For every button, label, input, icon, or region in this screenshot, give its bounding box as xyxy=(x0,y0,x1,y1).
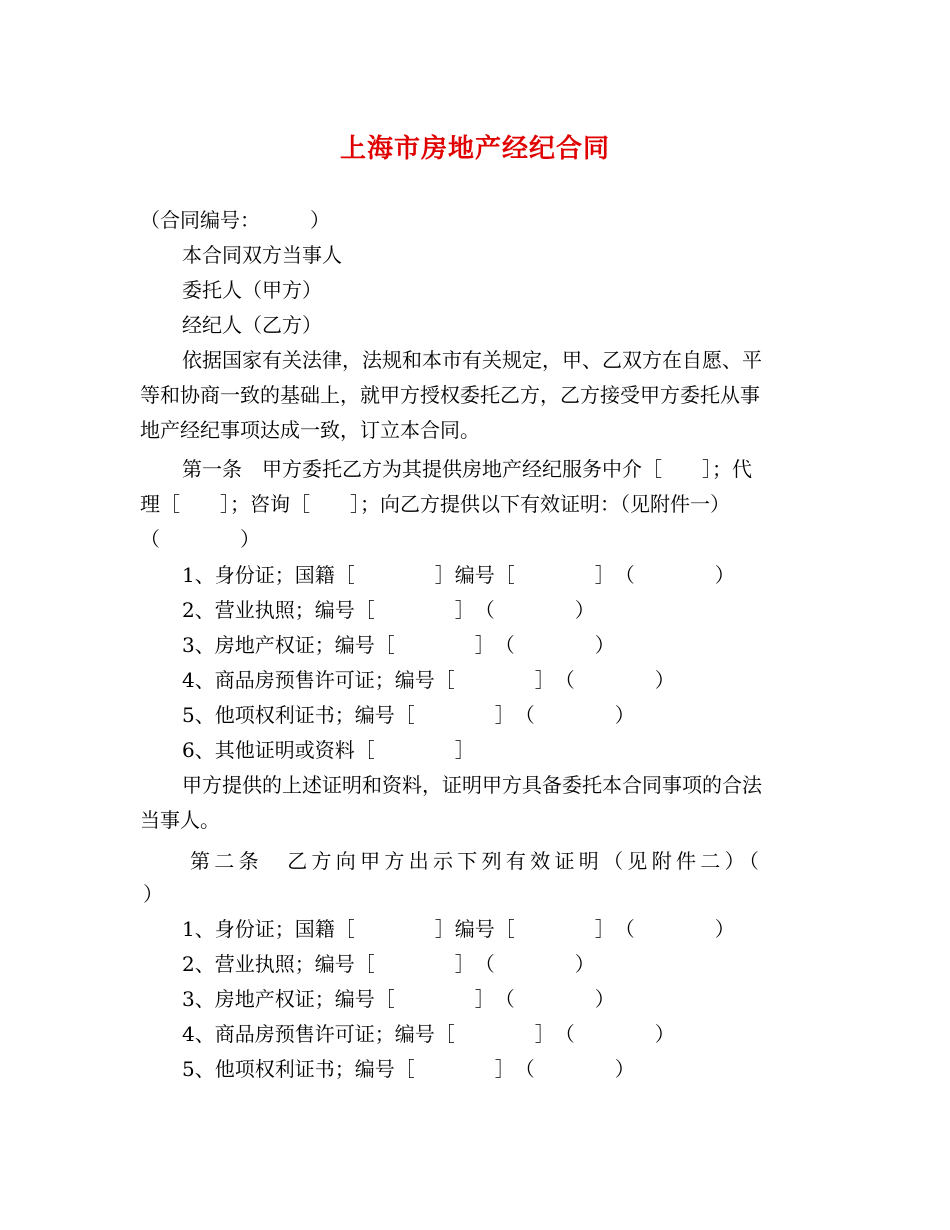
article-2-line-2: ） xyxy=(143,882,163,906)
page-title: 上海市房地产经纪合同 xyxy=(339,134,610,164)
article-1-item-other-documents: 6、其他证明或资料［ ］ xyxy=(182,738,475,762)
basis-paragraph-line-3: 地产经纪事项达成一致，订立本合同。 xyxy=(140,418,480,442)
article-1-item-presale-permit: 4、商品房预售许可证；编号［ ］ （ ） xyxy=(182,668,675,692)
article-1-line-3: （ ） xyxy=(140,527,260,551)
article-1-conclusion-line-2: 当事人。 xyxy=(140,808,220,832)
broker-label: 经纪人（乙方） xyxy=(182,313,322,337)
article-2-item-id-card: 1、身份证；国籍［ ］编号［ ］ （ ） xyxy=(182,917,735,941)
basis-paragraph-line-1: 依据国家有关法律，法规和本市有关规定，甲、乙双方在自愿、平 xyxy=(182,348,762,372)
article-2-line-1: 第二条 乙方向甲方出示下列有效证明（见附件二）（ xyxy=(190,849,764,873)
article-2-item-business-license: 2、营业执照；编号［ ］ （ ） xyxy=(182,952,595,976)
contract-number: （合同编号： ） xyxy=(140,208,330,232)
article-1-conclusion-line-1: 甲方提供的上述证明和资料，证明甲方具备委托本合同事项的合法 xyxy=(182,773,762,797)
article-1-item-id-card: 1、身份证；国籍［ ］编号［ ］ （ ） xyxy=(182,563,735,587)
article-1-item-property-certificate: 3、房地产权证；编号［ ］ （ ） xyxy=(182,633,615,657)
parties-heading: 本合同双方当事人 xyxy=(182,243,342,267)
client-label: 委托人（甲方） xyxy=(182,278,322,302)
article-2-item-other-rights-certificate: 5、他项权利证书；编号［ ］ （ ） xyxy=(182,1057,635,1081)
article-2-item-presale-permit: 4、商品房预售许可证；编号［ ］ （ ） xyxy=(182,1022,675,1046)
article-1-item-business-license: 2、营业执照；编号［ ］ （ ） xyxy=(182,598,595,622)
article-1-line-2: 理［ ］；咨询［ ］；向乙方提供以下有效证明：（见附件一） xyxy=(140,492,730,516)
article-2-item-property-certificate: 3、房地产权证；编号［ ］ （ ） xyxy=(182,987,615,1011)
article-1-line-1: 第一条 甲方委托乙方为其提供房地产经纪服务中介［ ］；代 xyxy=(182,457,752,481)
basis-paragraph-line-2: 等和协商一致的基础上，就甲方授权委托乙方，乙方接受甲方委托从事 xyxy=(140,383,760,407)
article-1-item-other-rights-certificate: 5、他项权利证书；编号［ ］ （ ） xyxy=(182,703,635,727)
